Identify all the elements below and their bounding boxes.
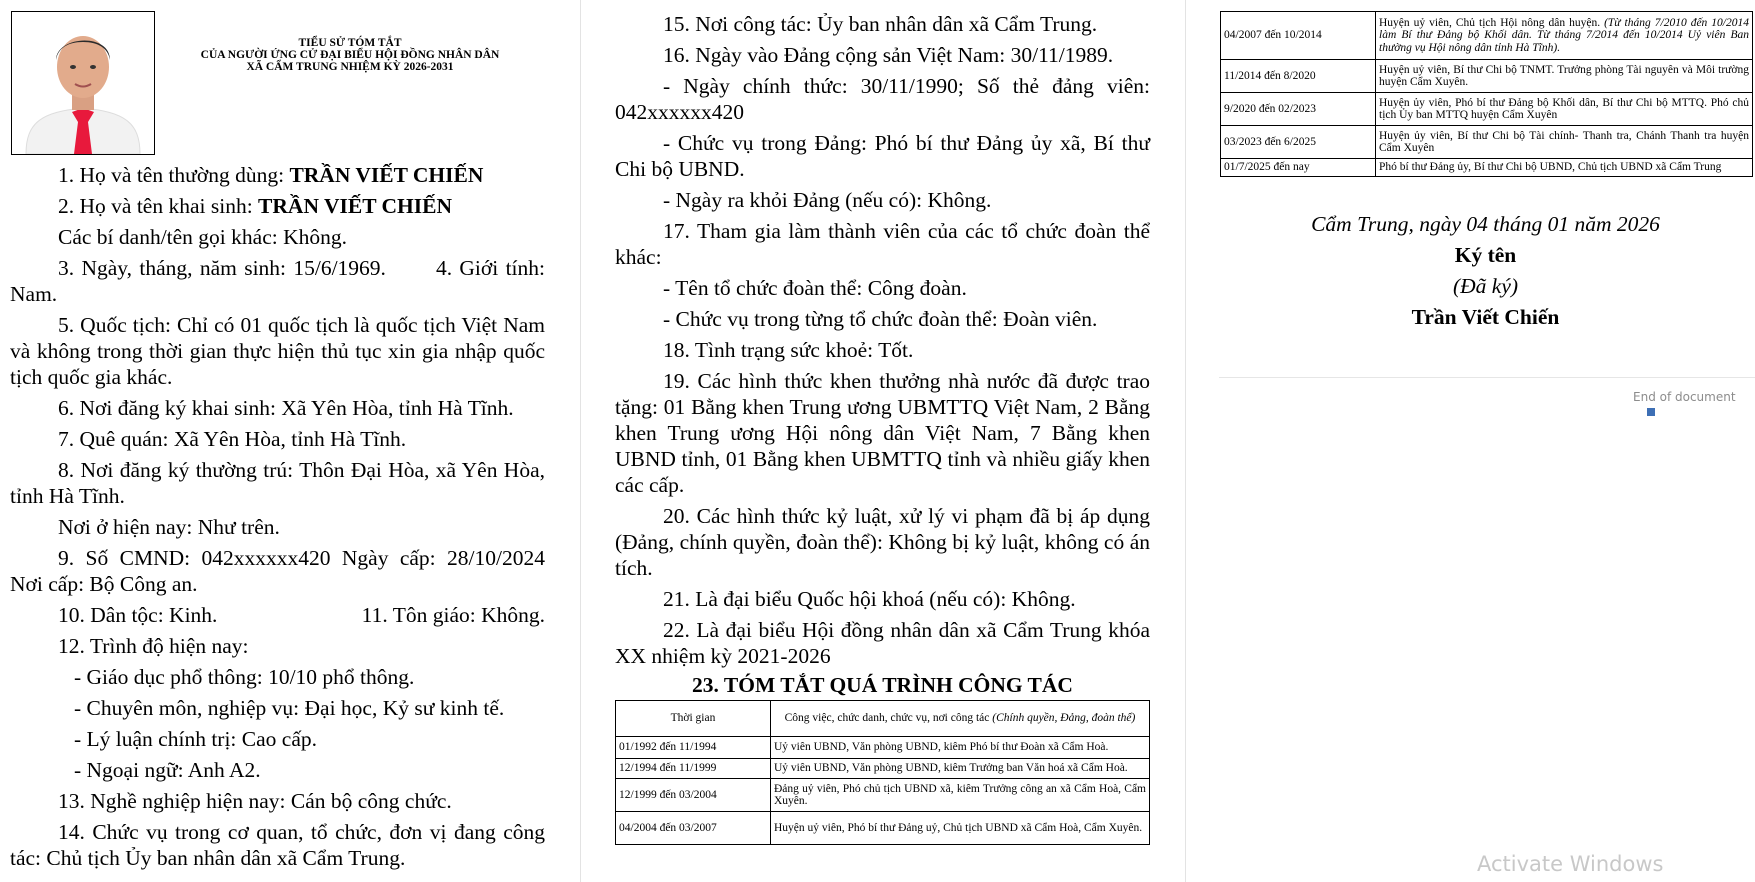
table-row: [1221, 12, 1753, 60]
column-header-time: Thời gian: [616, 701, 771, 737]
header-term: XÃ CẨM TRUNG NHIỆM KỲ 2026-2031: [246, 61, 454, 73]
field-position: 14. Chức vụ trong cơ quan, tổ chức, đơn vị đang công tác: Chủ tịch Ủy ban nhân dân xã Cẩm Trung.: [10, 820, 545, 870]
section-title-work-history: 23. TÓM TẮT QUÁ TRÌNH CÔNG TÁC: [692, 673, 1073, 697]
row-time: 01/7/2025 đến nay: [1221, 159, 1376, 177]
table-row: [1221, 60, 1753, 93]
row-description: Huyện ủy viên, Phó bí thư Đảng bộ Khối dân, Bí thư Chi bộ MTTQ. Phó chủ tịch Ủy ban MTTQ huyện Cẩm Xuyên: [1376, 93, 1753, 126]
field-education-professional: - Chuyên môn, nghiệp vụ: Đại học, Kỷ sư kinh tế.: [74, 696, 505, 720]
row-description: Uỷ viên UBND, Văn phòng UBND, kiêm Trưởng ban Văn hoá xã Cẩm Hoà.: [771, 759, 1150, 779]
row-time: 03/2023 đến 6/2025: [1221, 126, 1376, 159]
row-time: 9/2020 đến 02/2023: [1221, 93, 1376, 126]
end-of-document-label: End of document: [1633, 390, 1736, 404]
row-description: Phó bí thư Đảng ủy, Bí thư Chi bộ UBND, Chủ tịch UBND xã Cẩm Trung: [1376, 159, 1753, 177]
document-header: [190, 37, 510, 73]
header-title: TIỂU SỬ TÓM TẮT: [298, 37, 402, 49]
row-time: 04/2004 đến 03/2007: [616, 812, 771, 845]
work-history-table-part2: [1220, 11, 1753, 177]
portrait-photo: [11, 11, 155, 155]
row-description: Huyện uỷ viên, Phó bí thư Đảng uỷ, Chủ tịch UBND xã Cẩm Hoà, Cẩm Xuyên.: [771, 812, 1150, 845]
table-row: [616, 759, 1150, 779]
table-row: [1221, 126, 1753, 159]
signer-name: Trần Viết Chiến: [1411, 305, 1560, 329]
field-party-official-date: - Ngày chính thức: 30/11/1990; Số thẻ đảng viên: 042xxxxxx420: [615, 74, 1150, 124]
table-row: [616, 779, 1150, 812]
field-organizations: 17. Tham gia làm thành viên của các tổ chức đoàn thể khác:: [615, 219, 1150, 269]
page1-body: [10, 162, 545, 876]
work-history-table-part1: [615, 700, 1150, 845]
field-nationality: 5. Quốc tịch: Chỉ có 01 quốc tịch là quốc tịch Việt Nam và không trong thời gian thực hiện thủ tục xin gia nhập quốc tịch quốc gia khác.: [10, 313, 545, 389]
table-row: [1221, 93, 1753, 126]
row-description: Huyện uỷ viên, Bí thư Chi bộ TNMT. Trưởng phòng Tài nguyên và Môi trường huyện Cẩm Xuyên.: [1376, 60, 1753, 93]
field-birth-registration: 6. Nơi đăng ký khai sinh: Xã Yên Hòa, tỉnh Hà Tĩnh.: [58, 396, 514, 420]
person-photo-icon: [12, 12, 154, 154]
field-national-assembly: 21. Là đại biểu Quốc hội khoá (nếu có): Không.: [663, 587, 1076, 611]
row-time: 11/2014 đến 8/2020: [1221, 60, 1376, 93]
field-health: 18. Tình trạng sức khoẻ: Tốt.: [663, 338, 914, 362]
field-id-card: 9. Số CMND: 042xxxxxx420 Ngày cấp: 28/10/2024 Nơi cấp: Bộ Công an.: [10, 546, 545, 596]
table-row: [616, 737, 1150, 759]
field-party-position: - Chức vụ trong Đảng: Phó bí thư Đảng ủy xã, Bí thư Chi bộ UBND.: [615, 131, 1150, 181]
row-time: 12/1999 đến 03/2004: [616, 779, 771, 812]
header-subtitle: CỦA NGƯỜI ỨNG CỬ ĐẠI BIỂU HỘI ĐỒNG NHÂN DÂN: [200, 49, 500, 61]
field-party-join-date: 16. Ngày vào Đảng cộng sản Việt Nam: 30/11/1989.: [663, 43, 1114, 67]
end-marker-square-icon: [1647, 408, 1655, 416]
field-organization-name: - Tên tổ chức đoàn thể: Công đoàn.: [663, 276, 967, 300]
field-discipline: 20. Các hình thức kỷ luật, xử lý vi phạm đã bị áp dụng (Đảng, chính quyền, đoàn thể): Không bị kỷ luật, không có án tích.: [615, 504, 1150, 580]
row-time: 01/1992 đến 11/1994: [616, 737, 771, 759]
signature-status: (Đã ký): [1452, 274, 1519, 298]
field-education-language: - Ngoại ngữ: Anh A2.: [74, 758, 261, 782]
page2-body: [615, 11, 1150, 703]
page-separator: [580, 0, 581, 882]
table-row: [616, 812, 1150, 845]
field-council-member: 22. Là đại biểu Hội đồng nhân dân xã Cẩm Trung khóa XX nhiệm kỳ 2021-2026: [615, 618, 1150, 668]
row-description: Đảng uỷ viên, Phó chủ tịch UBND xã, kiêm Trưởng công an xã Cẩm Hoà, Cẩm Xuyên.: [771, 779, 1150, 812]
row-time: 04/2007 đến 10/2014: [1221, 12, 1376, 60]
field-party-leave-date: - Ngày ra khỏi Đảng (nếu có): Không.: [663, 188, 992, 212]
field-permanent-residence: 8. Nơi đăng ký thường trú: Thôn Đại Hòa, xã Yên Hòa, tỉnh Hà Tĩnh.: [10, 458, 545, 508]
field-current-residence: Nơi ở hiện nay: Như trên.: [58, 515, 280, 539]
row-description: Uỷ viên UBND, Văn phòng UBND, kiêm Phó bí thư Đoàn xã Cẩm Hoà.: [771, 737, 1150, 759]
table-row: [1221, 159, 1753, 177]
field-common-name: 1. Họ và tên thường dùng: TRẦN VIẾT CHIẾN: [58, 163, 484, 187]
activate-windows-watermark: Activate Windows: [1477, 852, 1664, 876]
row-description: Huyện ủy viên, Bí thư Chi bộ Tài chính- Thanh tra, Chánh Thanh tra huyện Cẩm Xuyên: [1376, 126, 1753, 159]
table-header-row: [616, 701, 1150, 737]
row-time: 12/1994 đến 11/1999: [616, 759, 771, 779]
field-awards: 19. Các hình thức khen thưởng nhà nước đã được trao tặng: 01 Bằng khen Trung ương UBMTTQ Việt Nam, 2 Bằng khen Trung ương Hội nông dân Việt Nam, 7 Bằng khen UBND tỉnh, 01 Bằng khen UBMTTQ tỉnh và nhiều giấy khen các cấp.: [615, 369, 1150, 497]
field-hometown: 7. Quê quán: Xã Yên Hòa, tỉnh Hà Tĩnh.: [58, 427, 407, 451]
field-organization-role: - Chức vụ trong từng tổ chức đoàn thể: Đoàn viên.: [663, 307, 1098, 331]
end-of-document-marker: [1633, 390, 1755, 418]
row-description: Huyện uỷ viên, Chủ tịch Hội nông dân huyện. (Từ tháng 7/2010 đến 10/2014 làm Bí thư Đảng bộ Khối dân. Từ tháng 7/2014 đến 10/2014 Uỷ viên Ban thường vụ Hội nông dân tỉnh Hà Tĩnh).: [1376, 12, 1753, 60]
field-education-political: - Lý luận chính trị: Cao cấp.: [74, 727, 317, 751]
page-separator: [1185, 0, 1186, 882]
signature-label: Ký tên: [1454, 243, 1517, 267]
column-header-work: Công việc, chức danh, chức vụ, nơi công tác (Chính quyền, Đảng, đoàn thể): [771, 701, 1150, 737]
field-occupation: 13. Nghề nghiệp hiện nay: Cán bộ công chức.: [58, 789, 452, 813]
field-workplace: 15. Nơi công tác: Ủy ban nhân dân xã Cẩm Trung.: [663, 12, 1098, 36]
field-birth-name: 2. Họ và tên khai sinh: TRẦN VIẾT CHIẾN: [58, 194, 452, 218]
signature-place-date: Cẩm Trung, ngày 04 tháng 01 năm 2026: [1311, 212, 1660, 236]
field-ethnicity-religion: 10. Dân tộc: Kinh. 11. Tôn giáo: Không.: [58, 603, 545, 627]
field-education-general: - Giáo dục phổ thông: 10/10 phổ thông.: [74, 665, 415, 689]
page-end-divider: [1219, 377, 1755, 378]
field-dob-gender: 3. Ngày, tháng, năm sinh: 15/6/1969. 4. Giới tính: Nam.: [10, 256, 546, 306]
field-alias: Các bí danh/tên gọi khác: Không.: [58, 225, 347, 249]
field-education: 12. Trình độ hiện nay:: [58, 634, 249, 658]
